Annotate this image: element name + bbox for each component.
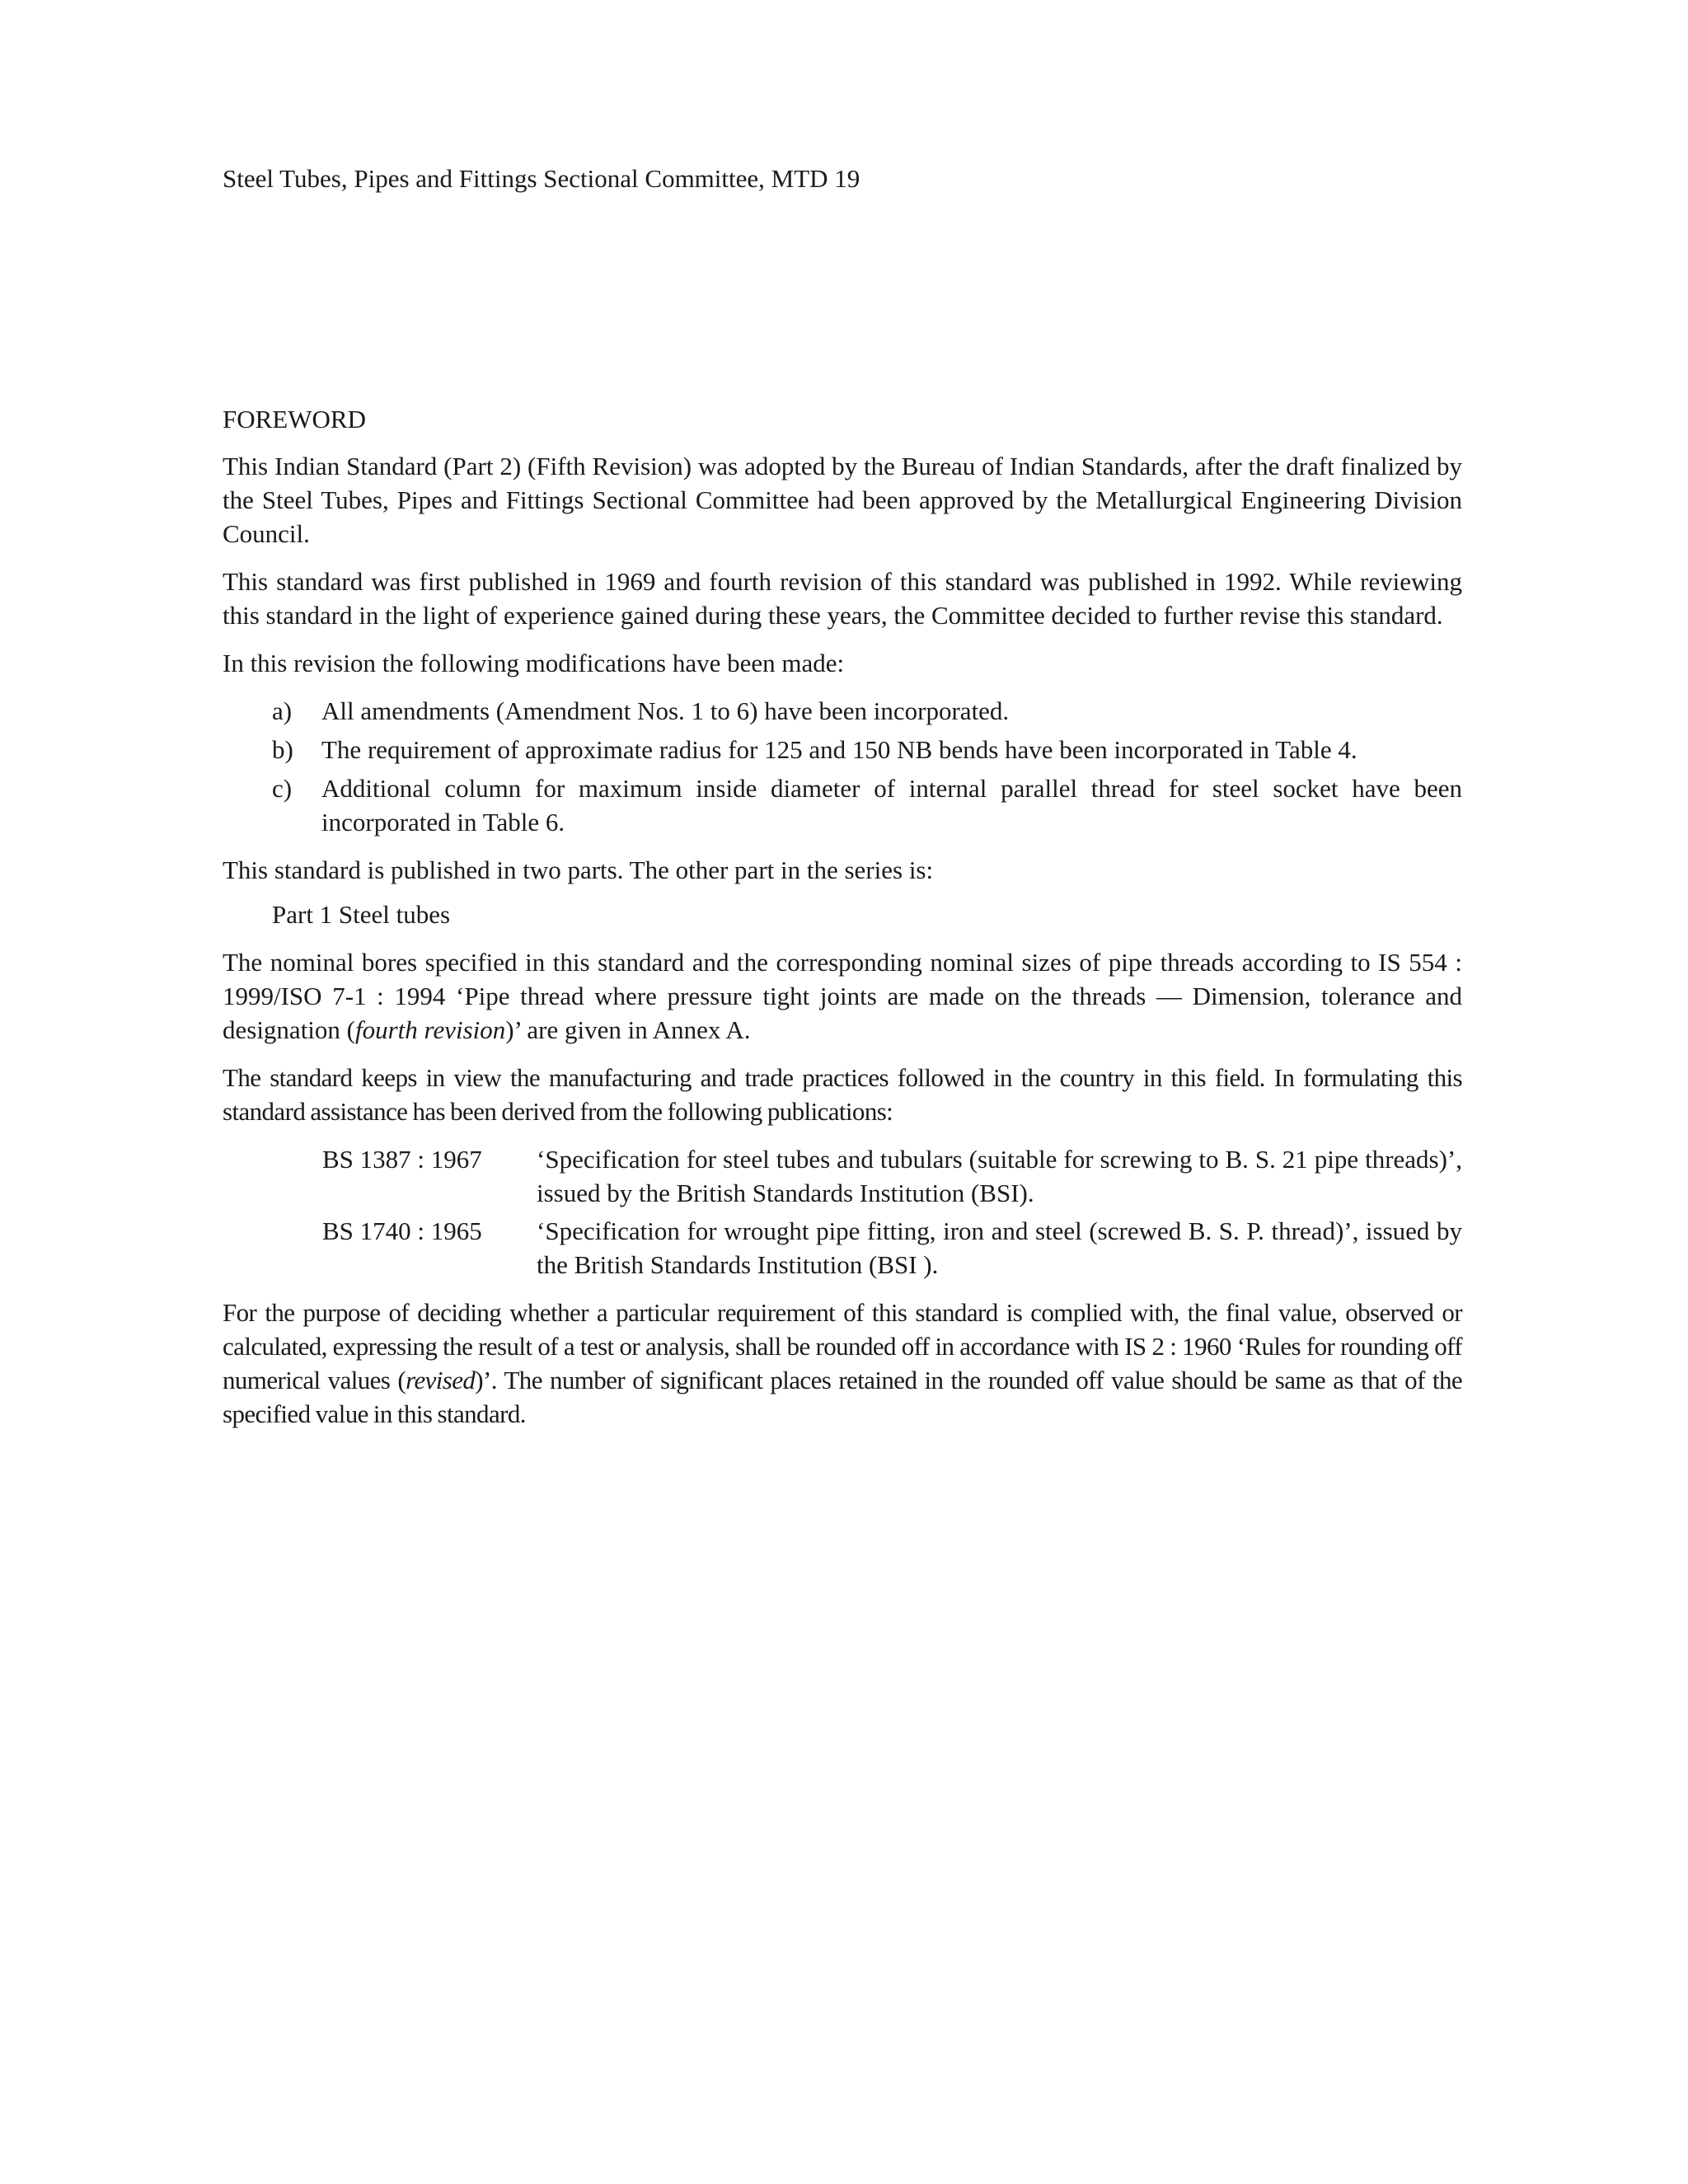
list-item-marker: a) (272, 696, 293, 725)
series-part-item: Part 1 Steel tubes (272, 900, 451, 929)
publication-code: BS 1740 : 1965 (322, 1216, 482, 1245)
publication-row (322, 1214, 1462, 1282)
publication-row (322, 1142, 1462, 1210)
foreword-paragraph-rounding (223, 1296, 1462, 1431)
foreword-paragraph-adoption: This Indian Standard (Part 2) (Fifth Revision) was adopted by the Bureau of Indian Standards, after the draft finalized by the Steel Tubes, Pipes and Fittings Sectional Committee had been approved by the Metallurgical Engineering Division Council. (223, 452, 1462, 548)
text-segment: )’ are given in Annex A. (505, 1015, 751, 1044)
foreword-paragraph-parts: This standard is published in two parts. The other part in the series is: (223, 855, 934, 884)
foreword-paragraph-trade-practices: The standard keeps in view the manufacturing and trade practices followed in the country in this field. In formulating this standard assistance has been derived from the following publications: (223, 1063, 1462, 1126)
text-segment: )’. The number of significant places retained in the rounded off value should be same as that of the specified value in this standard. (223, 1366, 1462, 1428)
foreword-heading: FOREWORD (223, 405, 366, 434)
italic-text: revised (406, 1366, 476, 1394)
document-page (223, 162, 1462, 1431)
list-item (223, 733, 1462, 766)
foreword-paragraph-nominal-bores (223, 945, 1462, 1047)
modifications-list (223, 694, 1462, 839)
list-item-marker: c) (272, 774, 293, 803)
publications-list (322, 1142, 1462, 1282)
foreword-paragraph-history: This standard was first published in 1969 and fourth revision of this standard was published in 1992. While reviewing this standard in the light of experience gained during these years, the Committee decided to further revise this standard. (223, 567, 1462, 630)
text-segment: For the purpose of deciding whether a particular requirement of this standard is complied with, the final value, observed or calculated, expressing the result of a test or analysis, shall be rounded off in accordance with IS 2 : 1960 ‘Rules for rounding off numerical values ( (223, 1298, 1462, 1394)
publication-description: ‘Specification for steel tubes and tubulars (suitable for screwing to B. S. 21 pipe threads)’, issued by the British Standards Institution (BSI). (537, 1145, 1462, 1207)
publication-code: BS 1387 : 1967 (322, 1145, 482, 1174)
list-item-text: Additional column for maximum inside diameter of internal parallel thread for steel socket have been incorporated in Table 6. (321, 774, 1462, 837)
text-segment: The nominal bores specified in this standard and the corresponding nominal sizes of pipe threads according to IS 554 : 1999/ISO 7-1 : 1994 ‘Pipe thread where pressure tight joints are made on the threads — Dimension, tolerance and designation ( (223, 948, 1462, 1044)
list-item-marker: b) (272, 735, 293, 764)
list-item (223, 694, 1462, 728)
list-item-text: The requirement of approximate radius for 125 and 150 NB bends have been incorporated in Table 4. (321, 735, 1357, 764)
list-item (223, 771, 1462, 839)
committee-name: Steel Tubes, Pipes and Fittings Sectional Committee, MTD 19 (223, 164, 860, 193)
list-item-text: All amendments (Amendment Nos. 1 to 6) have been incorporated. (321, 696, 1010, 725)
foreword-paragraph-modifications-intro: In this revision the following modifications have been made: (223, 649, 845, 677)
publication-description: ‘Specification for wrought pipe fitting, iron and steel (screwed B. S. P. thread)’, issued by the British Standards Institution (BSI ). (537, 1216, 1462, 1279)
italic-text: fourth revision (355, 1015, 506, 1044)
